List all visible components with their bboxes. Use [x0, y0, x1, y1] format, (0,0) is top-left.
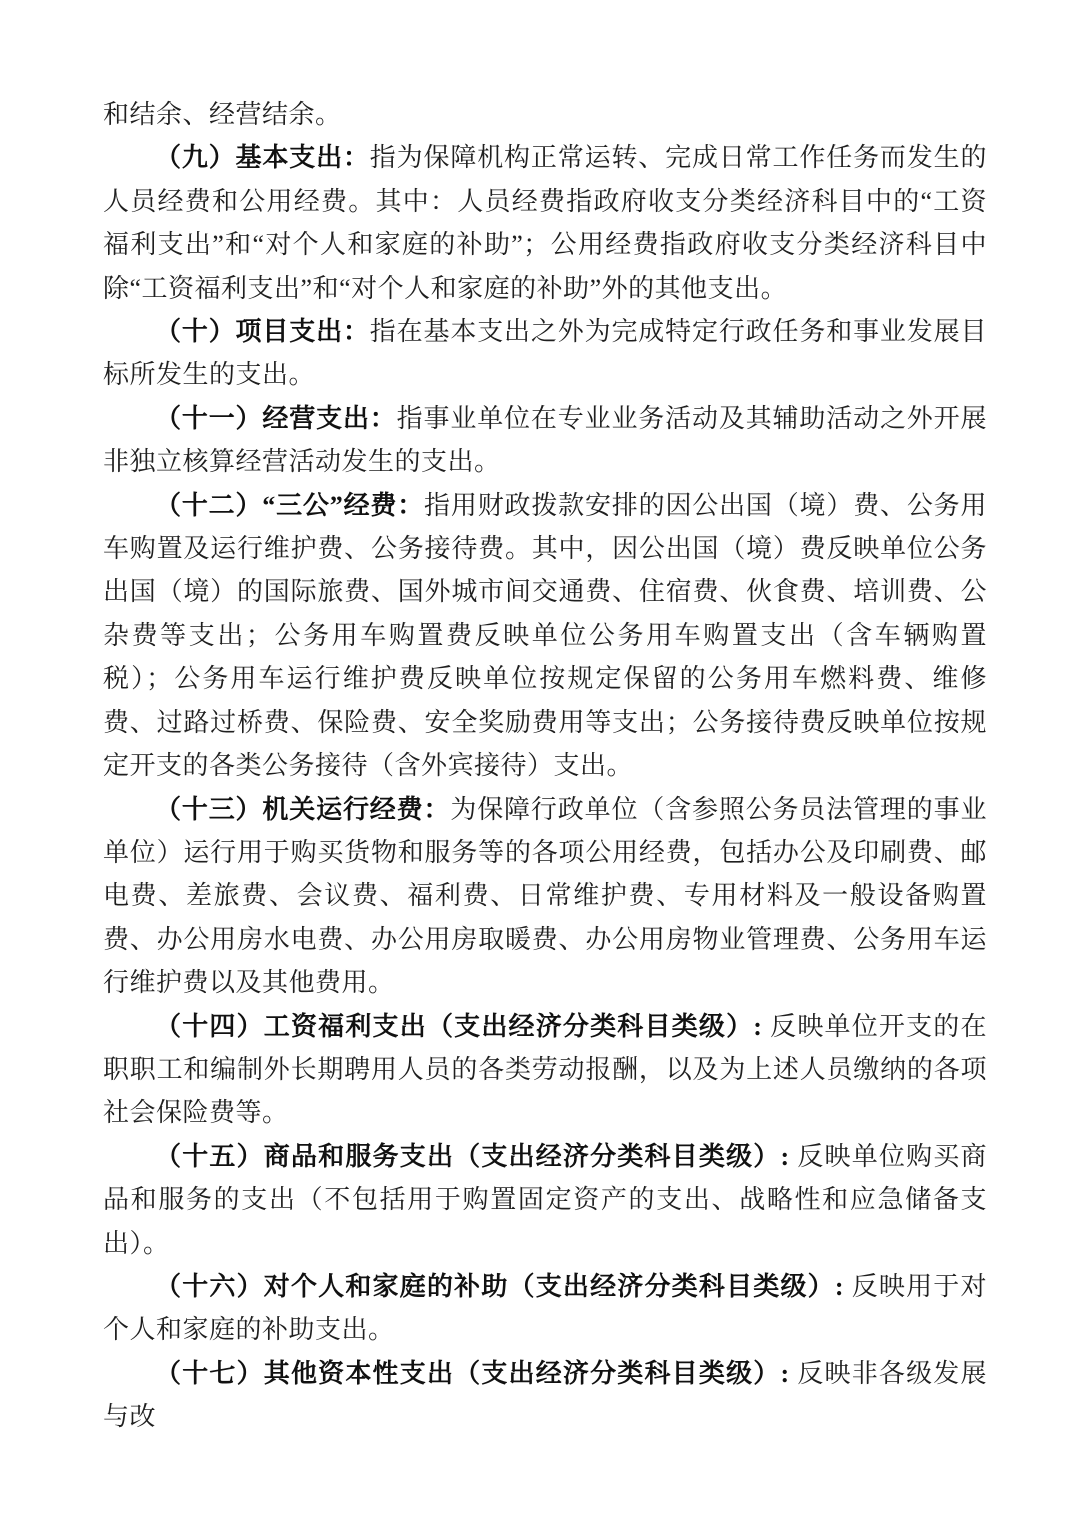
term-agency-operating-funds: （十三）机关运行经费： [155, 794, 451, 824]
definition-other-capital-expenditure: 反映非各级发展与改 [103, 1358, 987, 1432]
definition-goods-services-expenditure: 反映单位购买商品和服务的支出（不包括用于购置固定资产的支出、战略性和应急储备支出）。 [103, 1141, 987, 1258]
term-other-capital-expenditure: （十七）其他资本性支出（支出经济分类科目类级）: [155, 1358, 798, 1388]
definition-agency-operating-funds: 为保障行政单位（含参照公务员法管理的事业单位）运行用于购买货物和服务等的各项公用经费，包括办公及印刷费、邮电费、差旅费、会议费、福利费、日常维护费、专用材料及一般设备购置费、办公用房水电费、办公用房取暖费、办公用房物业管理费、公务用车运行维护费以及其他费用。 [103, 794, 987, 998]
paragraph-item-9 [103, 136, 987, 310]
definition-operating-expenditure: 指事业单位在专业业务活动及其辅助活动之外开展非独立核算经营活动发生的支出。 [103, 403, 987, 477]
term-project-expenditure: （十）项目支出： [155, 317, 370, 347]
definition-wage-welfare-expenditure: 反映单位开支的在职职工和编制外长期聘用人员的各类劳动报酬，以及为上述人员缴纳的各项社会保险费等。 [103, 1011, 987, 1128]
term-wage-welfare-expenditure: （十四）工资福利支出（支出经济分类科目类级）: [155, 1011, 771, 1041]
term-operating-expenditure: （十一）经营支出： [155, 403, 397, 433]
term-three-public-funds: （十二）“三公”经费： [155, 490, 425, 520]
paragraph-item-10 [103, 310, 987, 397]
term-basic-expenditure: （九）基本支出： [155, 143, 370, 173]
paragraph-item-13 [103, 788, 987, 1005]
definition-individual-family-subsidy: 反映用于对个人和家庭的补助支出。 [103, 1271, 987, 1345]
paragraph-continuation: 和结余、经营结余。 [103, 100, 342, 129]
paragraph-item-15 [103, 1135, 987, 1265]
paragraph-item-11 [103, 397, 987, 484]
definition-project-expenditure: 指在基本支出之外为完成特定行政任务和事业发展目标所发生的支出。 [103, 317, 987, 390]
definition-three-public-funds: 指用财政拨款安排的因公出国（境）费、公务用车购置及运行维护费、公务接待费。其中，因公出国（境）费反映单位公务出国（境）的国际旅费、国外城市间交通费、住宿费、伙食费、培训费、公杂费等支出；公务用车购置费反映单位公务用车购置支出（含车辆购置税）；公务用车运行维护费反映单位按规定保留的公务用车燃料费、维修费、过路过桥费、保险费、安全奖励费用等支出；公务接待费反映单位按规定开支的各类公务接待（含外宾接待）支出。 [103, 490, 987, 781]
paragraph-item-17 [103, 1352, 987, 1439]
paragraph-item-14 [103, 1005, 987, 1135]
paragraph-item-12 [103, 484, 987, 788]
term-individual-family-subsidy: （十六）对个人和家庭的补助（支出经济分类科目类级）: [155, 1271, 852, 1301]
document-body [103, 93, 987, 1439]
paragraph-item-16 [103, 1265, 987, 1352]
definition-basic-expenditure: 指为保障机构正常运转、完成日常工作任务而发生的人员经费和公用经费。其中：人员经费指政府收支分类经济科目中的“工资福利支出”和“对个人和家庭的补助”；公用经费指政府收支分类经济科目中除“工资福利支出”和“对个人和家庭的补助”外的其他支出。 [103, 143, 987, 303]
term-goods-services-expenditure: （十五）商品和服务支出（支出经济分类科目类级）: [155, 1141, 798, 1171]
